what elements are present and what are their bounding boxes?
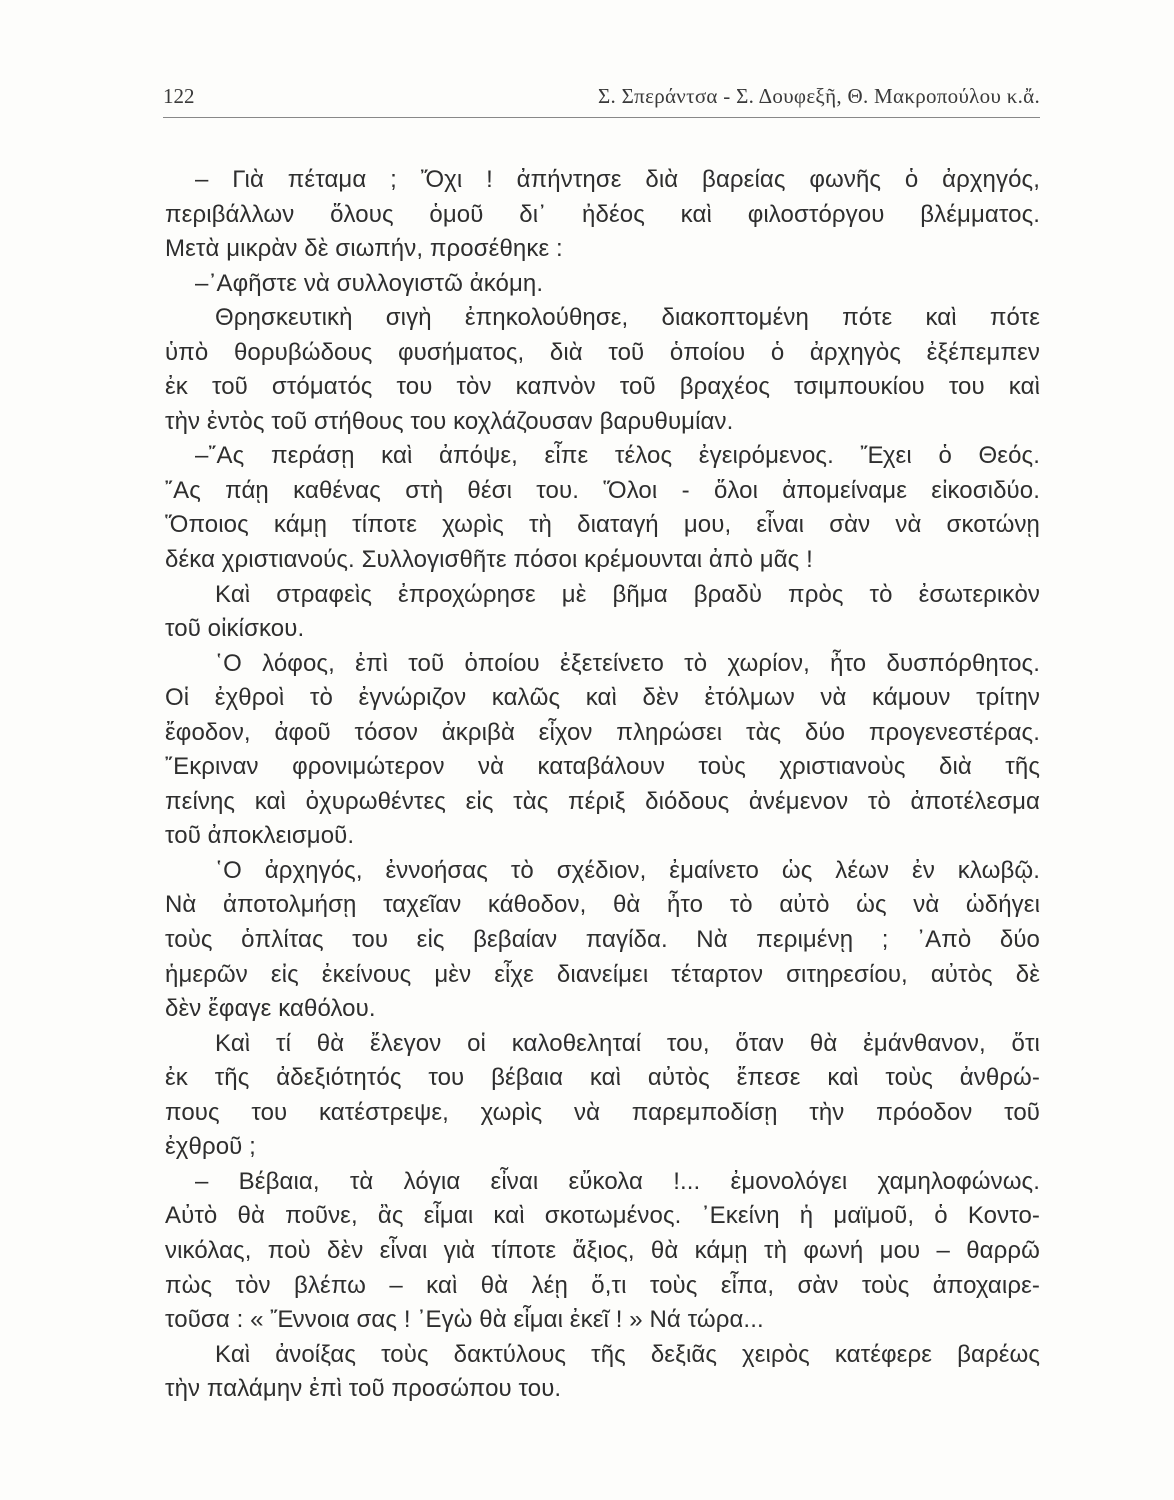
text-line: δέκα χριστιανούς. Συλλογισθῆτε πόσοι κρέμουνται ἀπὸ μᾶς ! xyxy=(165,546,813,574)
text-line: τοὺς ὁπλίτας του εἰς βεβαίαν παγίδα. Νὰ περιμένῃ ; ᾿Απὸ δύο xyxy=(165,926,1040,954)
text-line: τοῦσα : « Ἔννοια σας ! ᾿Εγὼ θὰ εἶμαι ἐκεῖ ! » Νά τώρα... xyxy=(165,1306,764,1334)
text-line: –῎Ας περάσῃ καὶ ἀπόψε, εἶπε τέλος ἐγειρόμενος. Ἔχει ὁ Θεός. xyxy=(195,442,1040,470)
running-title: Σ. Σπεράντσα - Σ. Δουφεξῆ, Θ. Μακροπούλου κ.ἄ. xyxy=(598,84,1040,108)
text-line: τοῦ ἀποκλεισμοῦ. xyxy=(165,822,355,850)
text-line: ἐκ τῆς ἀδεξιότητός του βέβαια καὶ αὐτὸς ἔπεσε καὶ τοὺς ἀνθρώ- xyxy=(165,1064,1040,1092)
text-line: ἡμερῶν εἰς ἐκείνους μὲν εἶχε διανείμει τέταρτον σιτηρεσίου, αὐτὸς δὲ xyxy=(165,960,1040,988)
text-line: ἐκ τοῦ στόματός του τὸν καπνὸν τοῦ βραχέος τσιμπουκίου του καὶ xyxy=(165,373,1040,401)
text-line: ῎Εκριναν φρονιμώτερον νὰ καταβάλουν τοὺς χριστιανοὺς διὰ τῆς xyxy=(165,753,1040,781)
text-line: Καὶ τί θὰ ἔλεγον οἱ καλοθεληταί του, ὅταν θὰ ἐμάνθανον, ὅτι xyxy=(215,1029,1040,1057)
text-line: Νὰ ἀποτολμήσῃ ταχεῖαν κάθοδον, θὰ ἦτο τὸ αὐτὸ ὡς νὰ ὡδήγει xyxy=(165,891,1040,919)
text-line: Ὅποιος κάμῃ τίποτε χωρὶς τὴ διαταγή μου, εἶναι σὰν νὰ σκοτώνῃ xyxy=(165,511,1040,539)
paragraph xyxy=(165,1338,1040,1407)
text-line: ἔφοδον, ἀφοῦ τόσον ἀκριβὰ εἶχον πληρώσει τὰς δύο προγενεστέρας. xyxy=(165,718,1040,746)
header-rule xyxy=(163,117,1040,118)
text-line: περιβάλλων ὅλους ὁμοῦ δι᾽ ἠδέος καὶ φιλοστόργου βλέμματος. xyxy=(165,200,1040,228)
paragraph xyxy=(165,1027,1040,1165)
text-line: –᾿Αφῆστε νὰ συλλογιστῶ ἀκόμη. xyxy=(195,269,544,297)
text-line: τὴν παλάμην ἐπὶ τοῦ προσώπου του. xyxy=(165,1375,562,1403)
paragraph xyxy=(165,647,1040,854)
text-line: Καὶ ἀνοίξας τοὺς δακτύλους τῆς δεξιᾶς χειρὸς κατέφερε βαρέως xyxy=(215,1340,1040,1368)
text-line: Καὶ στραφεὶς ἐπροχώρησε μὲ βῆμα βραδὺ πρὸς τὸ ἐσωτερικὸν xyxy=(215,580,1040,608)
paragraph xyxy=(165,301,1040,439)
text-line: – Γιὰ πέταμα ; Ὄχι ! ἀπήντησε διὰ βαρείας φωνῆς ὁ ἀρχηγός, xyxy=(195,166,1040,193)
text-line: ὑπὸ θορυβώδους φυσήματος, διὰ τοῦ ὁποίου ὁ ἀρχηγὸς ἐξέπεμπεν xyxy=(165,338,1040,366)
paragraph xyxy=(165,854,1040,1027)
paragraph xyxy=(165,578,1040,647)
text-line: ῾Ο λόφος, ἐπὶ τοῦ ὁποίου ἐξετείνετο τὸ χωρίον, ἦτο δυσπόρθητος. xyxy=(215,649,1040,677)
paragraph xyxy=(165,439,1040,577)
text-line: δὲν ἔφαγε καθόλου. xyxy=(165,995,376,1023)
text-line: ῎Ας πάῃ καθένας στὴ θέσι του. Ὅλοι - ὅλοι ἀπομείναμε εἰκοσιδύο. xyxy=(165,476,1040,504)
paragraph xyxy=(165,163,1040,267)
page-header xyxy=(163,80,1040,110)
text-line: ἐχθροῦ ; xyxy=(165,1133,256,1161)
text-line: – Βέβαια, τὰ λόγια εἶναι εὔκολα !... ἐμονολόγει χαμηλοφώνως. xyxy=(195,1167,1040,1195)
text-line: Οἱ ἐχθροὶ τὸ ἐγνώριζον καλῶς καὶ δὲν ἐτόλμων νὰ κάμουν τρίτην xyxy=(165,684,1040,712)
text-line: νικόλας, ποὺ δὲν εἶναι γιὰ τίποτε ἄξιος, θὰ κάμῃ τὴ φωνή μου – θαρρῶ xyxy=(165,1236,1040,1264)
body-text xyxy=(165,163,1040,1407)
text-line: πὼς τὸν βλέπω – καὶ θὰ λέῃ ὅ,τι τοὺς εἶπα, σὰν τοὺς ἀποχαιρε- xyxy=(165,1271,1040,1299)
paragraph xyxy=(165,267,1040,302)
page-number: 122 xyxy=(163,84,195,108)
text-line: πους του κατέστρεψε, χωρὶς νὰ παρεμποδίσῃ τὴν πρόοδον τοῦ xyxy=(165,1098,1040,1126)
text-line: Μετὰ μικρὰν δὲ σιωπήν, προσέθηκε : xyxy=(165,235,563,263)
text-line: Θρησκευτικὴ σιγὴ ἐπηκολούθησε, διακοπτομένη πότε καὶ πότε xyxy=(215,304,1040,332)
text-line: πείνης καὶ ὀχυρωθέντες εἰς τὰς πέριξ διόδους ἀνέμενον τὸ ἀποτέλεσμα xyxy=(165,787,1040,815)
text-line: τοῦ οἰκίσκου. xyxy=(165,615,305,643)
text-line: τὴν ἐντὸς τοῦ στήθους του κοχλάζουσαν βαρυθυμίαν. xyxy=(165,407,734,435)
text-line: ῾Ο ἀρχηγός, ἐννοήσας τὸ σχέδιον, ἐμαίνετο ὡς λέων ἐν κλωβῷ. xyxy=(215,856,1040,884)
text-line: Αὐτὸ θὰ ποῦνε, ἂς εἶμαι καὶ σκοτωμένος. ᾿Εκείνη ἡ μαϊμοῦ, ὁ Κοντο- xyxy=(165,1202,1040,1230)
paragraph xyxy=(165,1165,1040,1338)
